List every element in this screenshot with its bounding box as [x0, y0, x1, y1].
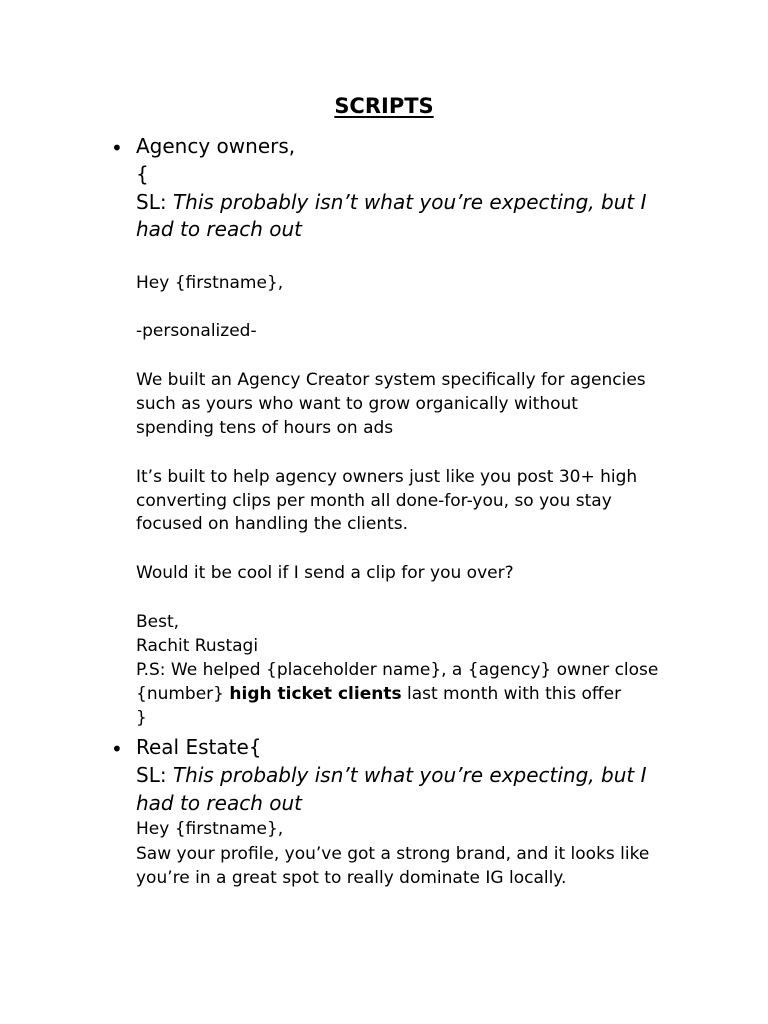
subject-line	[136, 761, 647, 789]
bullet-icon: •	[111, 136, 123, 160]
signoff: Best,	[136, 612, 180, 632]
question-line: Would it be cool if I send a clip for you over?	[136, 563, 514, 583]
subject-text-continued: had to reach out	[136, 791, 302, 815]
subject-text-continued: had to reach out	[136, 217, 302, 241]
subject-prefix: SL:	[136, 763, 167, 787]
subject-text: This probably isn’t what you’re expecting, but I	[172, 190, 647, 214]
subject-text: This probably isn’t what you’re expecting, but I	[172, 763, 647, 787]
ps-emphasis: high ticket clients	[229, 684, 402, 704]
section-heading: Agency owners,	[136, 134, 296, 158]
paragraph-line: such as yours who want to grow organically without	[136, 394, 578, 414]
paragraph-line: converting clips per month all done-for-you, so you stay	[136, 491, 612, 511]
open-brace: {	[136, 162, 149, 186]
signature: Rachit Rustagi	[136, 636, 259, 656]
ps-suffix: last month with this offer	[406, 684, 622, 704]
ps-number-placeholder: {number}	[136, 684, 224, 704]
personalized-placeholder: -personalized-	[136, 321, 257, 341]
ps-line-continued	[136, 682, 621, 706]
subject-prefix: SL:	[136, 190, 167, 214]
paragraph-line: We built an Agency Creator system specifically for agencies	[136, 370, 646, 390]
paragraph-line: spending tens of hours on ads	[136, 418, 394, 438]
close-brace: }	[136, 708, 147, 728]
paragraph-line: you’re in a great spot to really dominate IG locally.	[136, 868, 567, 888]
bullet-icon: •	[111, 737, 123, 761]
document-title: SCRIPTS	[334, 94, 434, 118]
paragraph-line: focused on handling the clients.	[136, 514, 409, 534]
greeting: Hey {firstname},	[136, 273, 284, 293]
ps-line: P.S: We helped {placeholder name}, a {agency} owner close	[136, 660, 659, 680]
paragraph-line: It’s built to help agency owners just like you post 30+ high	[136, 467, 638, 487]
greeting: Hey {firstname},	[136, 819, 284, 839]
section-heading: Real Estate{	[136, 735, 262, 759]
paragraph-line: Saw your profile, you’ve got a strong brand, and it looks like	[136, 844, 650, 864]
subject-line	[136, 188, 647, 216]
